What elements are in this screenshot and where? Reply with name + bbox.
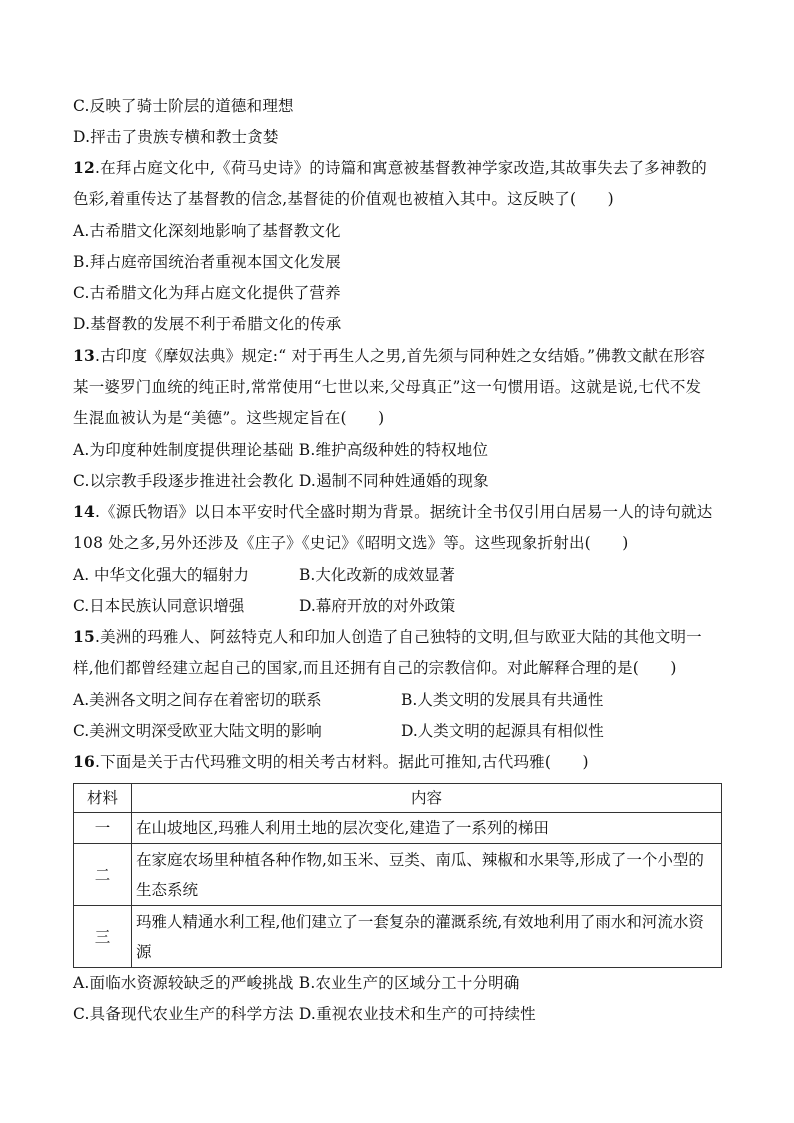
q13-options-cd: C.以宗教手段逐步推进社会教化 D.遏制不同种姓通婚的现象	[73, 472, 489, 490]
table-row	[74, 906, 722, 968]
table-row-label: 三	[74, 906, 132, 968]
q14-option-b: B.大化改新的成效显著	[299, 566, 455, 584]
q15-stem-line-1	[73, 627, 702, 647]
q15-option-a: A.美洲各文明之间存在着密切的联系	[73, 691, 322, 709]
q13-stem-text: .古印度《摩奴法典》规定:“ 对于再生人之男,首先须与同种姓之女结婚。”佛教文献在形容	[94, 347, 706, 365]
q15-stem-line-2: 样,他们都曾经建立起自己的国家,而且还拥有自己的宗教信仰。对此解释合理的是( )	[73, 659, 677, 677]
q13-stem-line-1	[73, 346, 705, 366]
q13-number: 13	[73, 346, 95, 365]
q12-option-d: D.基督教的发展不利于希腊文化的传承	[73, 315, 342, 333]
table-header-material: 材料	[74, 784, 132, 813]
q16-options-ab: A.面临水资源较缺乏的严峻挑战 B.农业生产的区域分工十分明确	[73, 974, 520, 992]
q15-number: 15	[73, 627, 95, 646]
q15-option-d: D.人类文明的起源具有相似性	[401, 722, 604, 740]
q12-option-a: A.古希腊文化深刻地影响了基督教文化	[73, 222, 341, 240]
table-row	[74, 813, 722, 844]
table-row-content: 玛雅人精通水利工程,他们建立了一套复杂的灌溉系统,有效地利用了雨水和河流水资源	[132, 906, 722, 968]
q11-option-c: C.反映了骑士阶层的道德和理想	[73, 97, 294, 115]
table-row-label: 二	[74, 844, 132, 906]
q14-stem-line-1	[73, 502, 712, 522]
q14-option-a: A. 中华文化强大的辐射力	[73, 566, 250, 584]
q14-stem-line-2: 108 处之多,另外还涉及《庄子》《史记》《昭明文选》等。这些现象折射出( )	[73, 534, 629, 552]
q16-material-table	[73, 783, 722, 968]
table-header-content: 内容	[132, 784, 722, 813]
q14-stem-text: .《源氏物语》以日本平安时代全盛时期为背景。据统计全书仅引用白居易一人的诗句就达	[94, 503, 713, 521]
q12-option-b: B.拜占庭帝国统治者重视本国文化发展	[73, 253, 341, 271]
table-row-content: 在家庭农场里种植各种作物,如玉米、豆类、南瓜、辣椒和水果等,形成了一个小型的生态系统	[132, 844, 722, 906]
q16-number: 16	[73, 752, 95, 771]
table-row	[74, 844, 722, 906]
q16-options-cd: C.具备现代农业生产的科学方法 D.重视农业技术和生产的可持续性	[73, 1005, 536, 1023]
q14-number: 14	[73, 502, 95, 521]
q12-number: 12	[73, 158, 95, 177]
q15-stem-text: .美洲的玛雅人、阿兹特克人和印加人创造了自己独特的文明,但与欧亚大陆的其他文明一	[94, 628, 702, 646]
q15-option-c: C.美洲文明深受欧亚大陆文明的影响	[73, 722, 322, 740]
q12-stem-line-2: 色彩,着重传达了基督教的信念,基督徒的价值观也被植入其中。这反映了( )	[73, 190, 614, 208]
q11-option-d: D.抨击了贵族专横和教士贪婪	[73, 128, 279, 146]
q13-stem-line-3: 生混血被认为是“美德”。这些规定旨在( )	[73, 409, 385, 427]
table-row-label: 一	[74, 813, 132, 844]
table-row-content: 在山坡地区,玛雅人利用土地的层次变化,建造了一系列的梯田	[132, 813, 722, 844]
q12-stem-text: .在拜占庭文化中,《荷马史诗》的诗篇和寓意被基督教神学家改造,其故事失去了多神教的	[94, 159, 707, 177]
q13-options-ab: A.为印度种姓制度提供理论基础 B.维护高级种姓的特权地位	[73, 441, 489, 459]
q14-option-c: C.日本民族认同意识增强	[73, 597, 245, 615]
q14-option-d: D.幕府开放的对外政策	[299, 597, 456, 615]
q16-stem-text: .下面是关于古代玛雅文明的相关考古材料。据此可推知,古代玛雅( )	[94, 753, 589, 771]
q12-stem-line-1	[73, 158, 707, 178]
table-header-row	[74, 784, 722, 813]
q16-stem	[73, 752, 589, 772]
q15-option-b: B.人类文明的发展具有共通性	[401, 691, 604, 709]
q12-option-c: C.古希腊文化为拜占庭文化提供了营养	[73, 284, 341, 302]
q13-stem-line-2: 某一婆罗门血统的纯正时,常常使用“七世以来,父母真正”这一句惯用语。这就是说,七代不发	[73, 378, 702, 396]
